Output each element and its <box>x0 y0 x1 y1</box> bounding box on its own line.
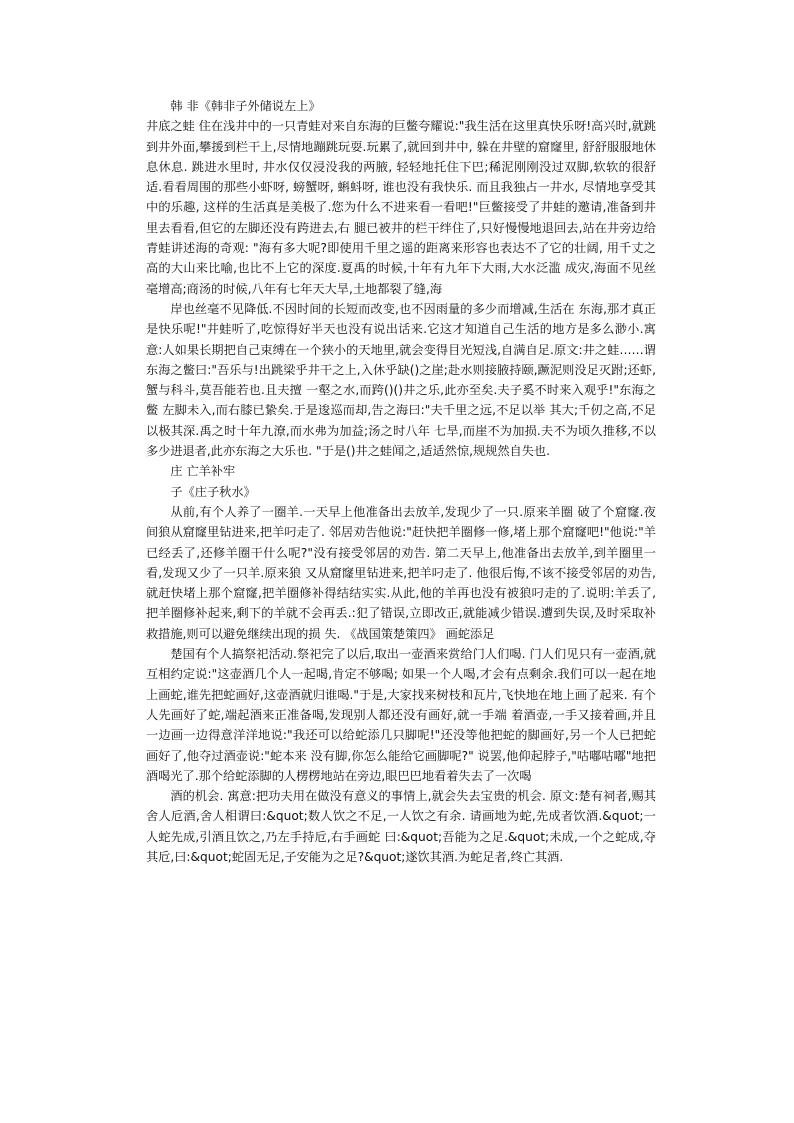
paragraph-frog-story: 井底之蛙 住在浅井中的一只青蛙对来自东海的巨鳖夸耀说:"我生活在这里真快乐呀!高兴时,就跳到井外面,攀援到栏干上,尽情地蹦跳玩耍.玩累了,就回到井中, 躲在井壁的窟窿里, 舒舒服服地休息休息. 跳进水里时, 井水仅仅浸没我的两腋, 轻轻地托住下巴;稀泥刚刚没过双脚,软软的很舒适.看看周围的那些小虾呀, 螃蟹呀, 蝌蚪呀, 谁也没有我快乐. 而且我独占一井水, 尽情地享受其中的乐趣, 这样的生活真是美极了.您为什么不进来看一看吧!"巨鳖接受了井蛙的邀请,准备到井里去看看,但它的左脚还没有跨进去,右 腿已被井的栏干绊住了,只好慢慢地退回去,站在井旁边给青蛙讲述海的奇观: "海有多大呢?即使用千里之遥的距离来形容也表达不了它的壮阔, 用千丈之高的大山来比喻,也比不上它的深度.夏禹的时候,十年有九年下大雨,大水泛滥 成灾,海面不见丝毫增高;商汤的时候,八年有七年天大旱,土地都裂了缝,海 <box>146 119 656 296</box>
paragraph-source-zhuangzi: 子《庄子秋水》 <box>170 484 256 499</box>
paragraph-frog-continued: 岸也丝毫不见降低.不因时间的长短而改变,也不因雨量的多少而增减,生活在 东海,那才真正是快乐呢!"井蛙听了,吃惊得好半天也没有说出话来.它这才知道自己生活的地方是多么渺小.寓意:人如果长期把自己束缚在一个狭小的天地里,就会变得目光短浅,自满自足.原文:井之蛙……谓东海之鳖曰:"吾乐与!出跳梁乎井干之上,入休乎缺()之崖;赴水则接腋持颐,蹶泥则没足灭跗;还虾,蟹与科斗,莫吾能若也.且夫擅 一壑之水,而跨()()井之乐,此亦至矣.夫子奚不时来入观乎!"东海之鳖 左脚未入,而右膝已絷矣.于是逡巡而却,告之海曰:"夫千里之远,不足以举 其大;千仞之高,不足以极其深.禹之时十年九潦,而水弗为加益;汤之时八年 七旱,而崖不为加损.夫不为顷久推移,不以多少进退者,此亦东海之大乐也. "于是()井之蛙闻之,适适然惊,规规然自失也. <box>146 301 656 459</box>
paragraph-sheep-story: 从前,有个人养了一圈羊.一天早上他准备出去放羊,发现少了一只.原来羊圈 破了个窟窿.夜间狼从窟窿里钻进来,把羊叼走了. 邻居劝告他说:"赶快把羊圈修一修,堵上那个窟窿吧!"他说:"羊已经丢了,还修羊圈干什么呢?"没有接受邻居的劝告. 第二天早上,他准备出去放羊,到羊圈里一看,发现又少了一只羊.原来狼 又从窟窿里钻进来,把羊叼走了. 他很后悔,不该不接受邻居的劝告,就赶快堵上那个窟窿,把羊圈修补得结结实实.从此,他的羊再也没有被狼叼走的了.说明:羊丢了,把羊圈修补起来,剩下的羊就不会再丢.:犯了错误,立即改正,就能减少错误.遭到失误,及时采取补救措施,则可以避免继续出现的损 失. 《战国策楚策四》 画蛇添足 <box>146 504 656 641</box>
paragraph-title-hanfei: 韩 非《韩非子外储说左上》 <box>170 99 321 113</box>
paragraph-title-sheep: 庄 亡羊补牢 <box>170 464 236 479</box>
document-page <box>146 96 656 867</box>
paragraph-snake-story: 楚国有个人搞祭祀活动.祭祀完了以后,取出一壶酒来赏给门人们喝. 门人们见只有一壶酒,就互相约定说:"这壶酒几个人一起喝,肯定不够喝; 如果一个人喝,才会有点剩余.我们可以一起在地上画蛇,谁先把蛇画好,这壶酒就归谁喝."于是,大家找来树枝和瓦片,飞快地在地上画了起来. 有个人先画好了蛇,端起酒来正准备喝,发现别人都还没有画好,就一手端 着酒壶,一手又接着画,并且一边画一边得意洋洋地说:"我还可以给蛇添几只脚呢!"还没等他把蛇的脚画好,另一个人已把蛇画好了,他夺过酒壶说:"蛇本来 没有脚,你怎么能给它画脚呢?" 说罢,他仰起脖子,"咕嘟咕嘟"地把酒喝光了.那个给蛇添脚的人楞楞地站在旁边,眼巴巴地看着失去了一次喝 <box>146 647 656 783</box>
paragraph-snake-moral: 酒的机会. 寓意:把功夫用在做没有意义的事情上,就会失去宝贵的机会. 原文:楚有祠者,赐其舍人卮酒,舍人相谓曰:&quot;数人饮之不足,一人饮之有余. 请画地为蛇,先成者饮酒.&quot;一人蛇先成,引酒且饮之,乃左手持卮,右手画蛇 曰:&quot;吾能为之足.&quot;未成,一个之蛇成,夺其卮,曰:&quot;蛇固无足,子安能为之足?&quot;遂饮其酒.为蛇足者,终亡其酒. <box>146 789 656 864</box>
